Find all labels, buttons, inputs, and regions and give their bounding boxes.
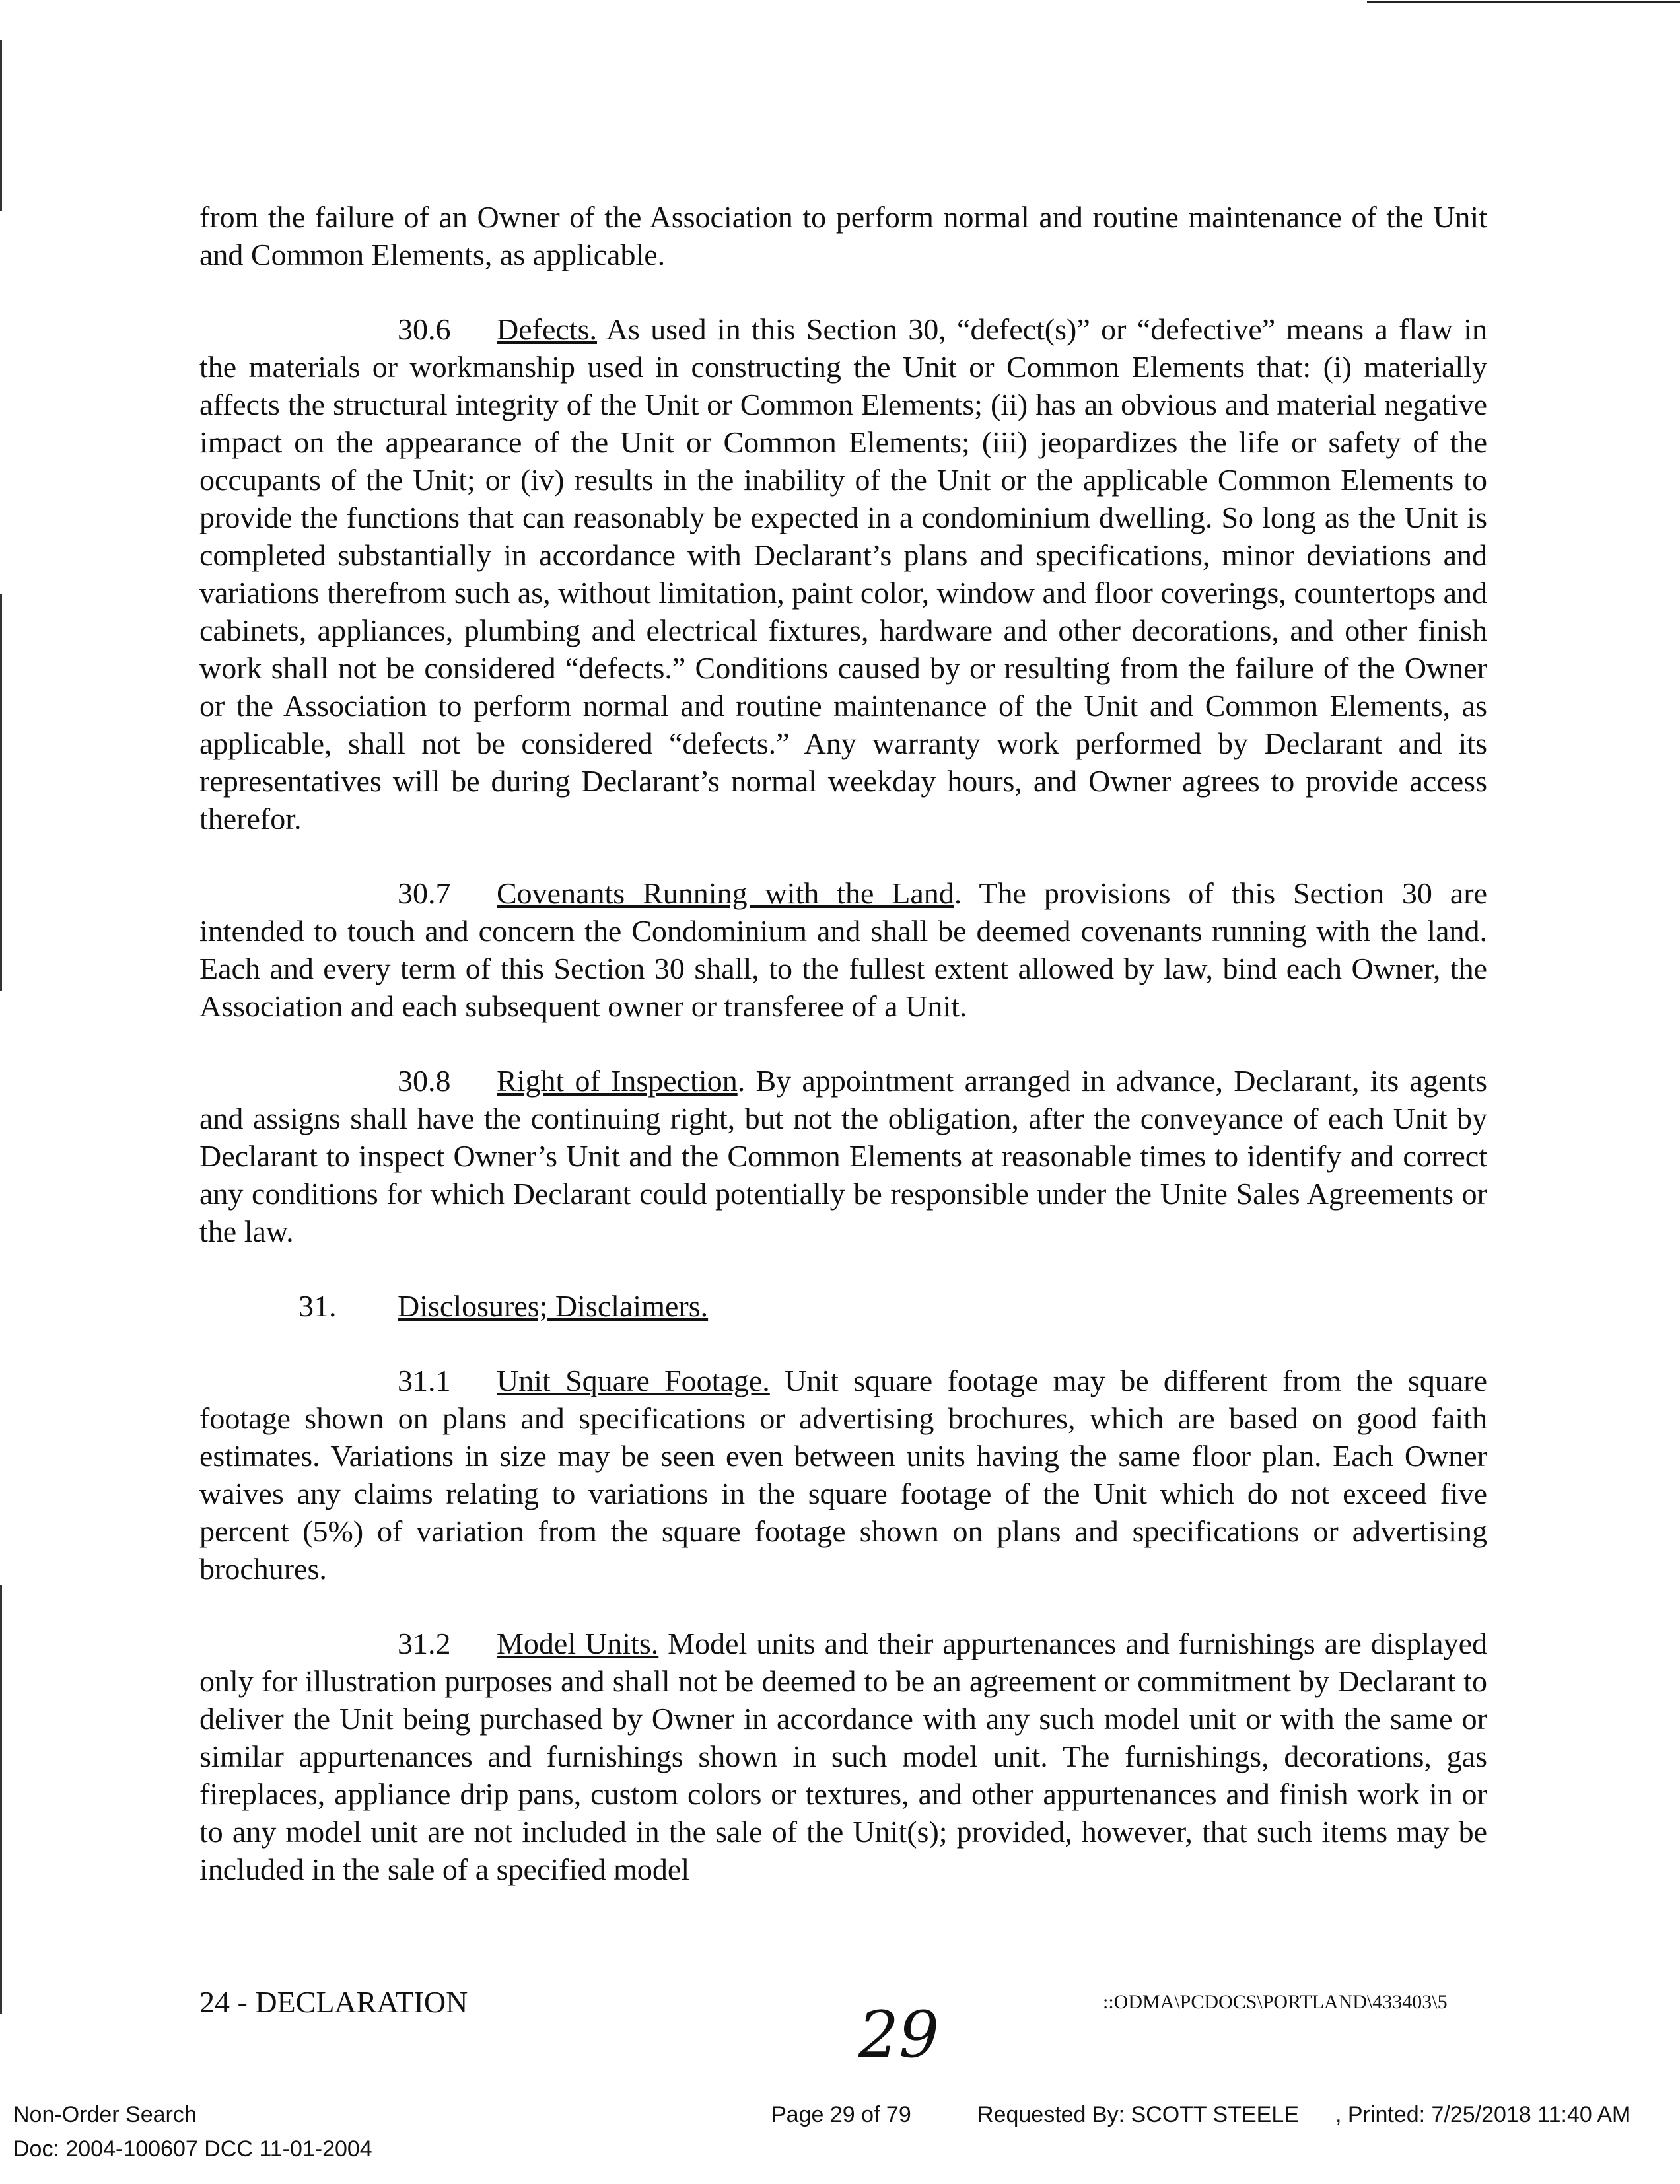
handwritten-page-number: 29 [858,1998,940,2072]
stamp-requested-by: Requested By: SCOTT STEELE [977,2102,1299,2127]
section-title: Unit Square Footage. [497,1364,770,1397]
stamp-doc-id: Doc: 2004-100607 DCC 11-01-2004 [13,2136,372,2162]
section-31-heading [199,1287,1487,1325]
section-30-8 [199,1062,1487,1250]
left-scan-edge [0,40,2,211]
left-scan-edge [0,594,2,991]
left-scan-edge [0,1585,2,2014]
section-31-1 [199,1362,1487,1588]
section-body: As used in this Section 30, “defect(s)” or “defective” means a flaw in the materials or workmanship used in constructing the Unit or Common Elements that: (i) materially affects the structural integrity of the Unit or Common Elements; (ii) has an obvious and material negative impact on the appearance of the Unit or Common Elements; (iii) jeopardizes the life or safety of the occupants of the Unit; or (iv) results in the inability of the Unit or the applicable Common Elements to provide the functions that can reasonably be expected in a condominium dwelling. So long as the Unit is completed substantially in accordance with Declarant’s plans and specifications, minor deviations and variations therefrom such as, without limitation, paint color, window and floor coverings, countertops and cabinets, appliances, plumbing and electrical fixtures, hardware and other decorations, and other finish work shall not be considered “defects.” Conditions caused by or resulting from the failure of the Owner or the Association to perform normal and routine maintenance of the Unit and Common Elements, as applicable, shall not be considered “defects.” Any warranty work performed by Declarant and its representatives will be during Declarant’s normal weekday hours, and Owner agrees to provide access therefor. [199,312,1487,835]
section-title: Covenants Running with the Land [497,876,954,910]
stamp-page-count: Page 29 of 79 [771,2102,911,2127]
footer-doc-path: ::ODMA\PCDOCS\PORTLAND\433403\5 [1103,1991,1448,2013]
section-title: Model Units. [497,1627,659,1660]
section-body: . The provisions of this Section 30 are intended to touch and concern the Condominium and shall be deemed covenants running with the land. Each and every term of this Section 30 shall, to the fullest extent allowed by law, bind each Owner, the Association and each subsequent owner or transferee of a Unit. [199,876,1487,1023]
section-number: 30.6 [398,312,451,346]
section-body: Unit square footage may be different from the square footage shown on plans and specifications or advertising brochures, which are based on good faith estimates. Variations in size may be seen even between units having the same floor plan. Each Owner waives any claims relating to variations in the square footage of the Unit which do not exceed five percent (5%) of variation from the square footage shown on plans and specifications or advertising brochures. [199,1364,1487,1586]
section-body: . By appointment arranged in advance, Declarant, its agents and assigns shall have the continuing right, but not the obligation, after the conveyance of each Unit by Declarant to inspect Owner’s Unit and the Common Elements at reasonable times to identify and correct any conditions for which Declarant could potentially be responsible under the Unite Sales Agreements or the law. [199,1064,1487,1248]
top-scan-line [1367,1,1680,3]
section-number: 31.2 [398,1627,451,1660]
section-number: 31.1 [398,1364,451,1397]
section-title: Disclosures; Disclaimers. [398,1289,709,1323]
section-number: 30.8 [398,1064,451,1098]
stamp-search-type: Non-Order Search [13,2102,197,2127]
section-30-7 [199,874,1487,1025]
footer-page-label: 24 - DECLARATION [199,1985,468,2019]
section-title: Right of Inspection [497,1064,738,1098]
stamp-printed-date: , Printed: 7/25/2018 11:40 AM [1335,2102,1631,2127]
section-31-2 [199,1625,1487,1888]
section-body: Model units and their appurtenances and furnishings are displayed only for illustration purposes and shall not be deemed to be an agreement or commitment by Declarant to deliver the Unit being purchased by Owner in accordance with any such model unit or with the same or similar appurtenances and furnishings shown in such model unit. The furnishings, decorations, gas fireplaces, appliance drip pans, custom colors or textures, and other appurtenances and finish work in or to any model unit are not included in the sale of the Unit(s); provided, however, that such items may be included in the sale of a specified model [199,1627,1487,1886]
section-30-6 [199,310,1487,837]
section-title: Defects. [497,312,597,346]
section-number: 31. [298,1289,337,1323]
section-number: 30.7 [398,876,451,910]
document-body [199,198,1487,1925]
paragraph-continuation: from the failure of an Owner of the Association to perform normal and routine maintenance of the Unit and Common Elements, as applicable. [199,200,1487,271]
